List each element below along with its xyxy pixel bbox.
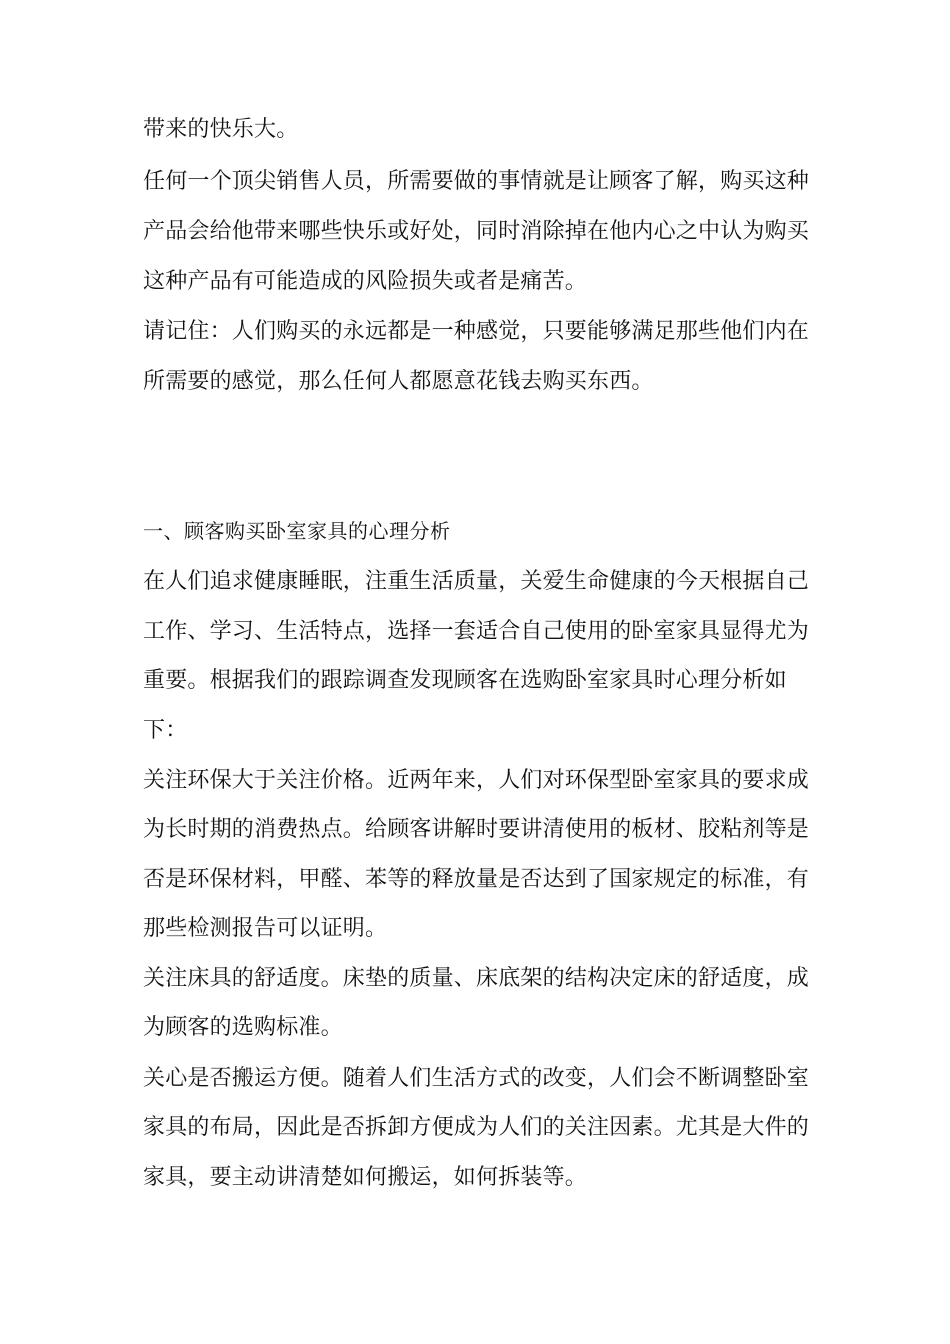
text-line: 带来的快乐大。 bbox=[143, 117, 299, 142]
text-line: 下： bbox=[143, 718, 188, 743]
text-line: 那些检测报告可以证明。 bbox=[143, 916, 388, 941]
text-line: 家具，要主动讲清楚如何搬运，如何拆装等。 bbox=[143, 1165, 588, 1190]
text-line: 关注床具的舒适度。床垫的质量、床底架的结构决定床的舒适度，成 bbox=[143, 966, 810, 991]
text-line: 这种产品有可能造成的风险损失或者是痛苦。 bbox=[143, 269, 588, 294]
text-line: 关注环保大于关注价格。近两年来，人们对环保型卧室家具的要求成 bbox=[143, 768, 810, 793]
text-line: 为顾客的选购标准。 bbox=[143, 1015, 343, 1040]
text-line: 关心是否搬运方便。随着人们生活方式的改变，人们会不断调整卧室 bbox=[143, 1066, 810, 1091]
text-line: 在人们追求健康睡眠，注重生活质量，关爱生命健康的今天根据自己 bbox=[143, 569, 810, 594]
text-line: 家具的布局，因此是否拆卸方便成为人们的关注因素。尤其是大件的 bbox=[143, 1115, 810, 1140]
text-line: 为长时期的消费热点。给顾客讲解时要讲清使用的板材、胶粘剂等是 bbox=[143, 817, 810, 842]
text-line: 请记住：人们购买的永远都是一种感觉，只要能够满足那些他们内在 bbox=[143, 319, 810, 344]
text-line: 任何一个顶尖销售人员，所需要做的事情就是让顾客了解，购买这种 bbox=[143, 169, 810, 194]
text-line: 所需要的感觉，那么任何人都愿意花钱去购买东西。 bbox=[143, 369, 654, 394]
section-heading: 一、顾客购买卧室家具的心理分析 bbox=[143, 519, 451, 543]
text-line: 重要。根据我们的跟踪调查发现顾客在选购卧室家具时心理分析如 bbox=[143, 668, 787, 693]
text-line: 产品会给他带来哪些快乐或好处，同时消除掉在他内心之中认为购买 bbox=[143, 219, 810, 244]
text-line: 否是环保材料，甲醛、苯等的释放量是否达到了国家规定的标准，有 bbox=[143, 867, 810, 892]
text-line: 工作、学习、生活特点，选择一套适合自己使用的卧室家具显得尤为 bbox=[143, 619, 810, 644]
